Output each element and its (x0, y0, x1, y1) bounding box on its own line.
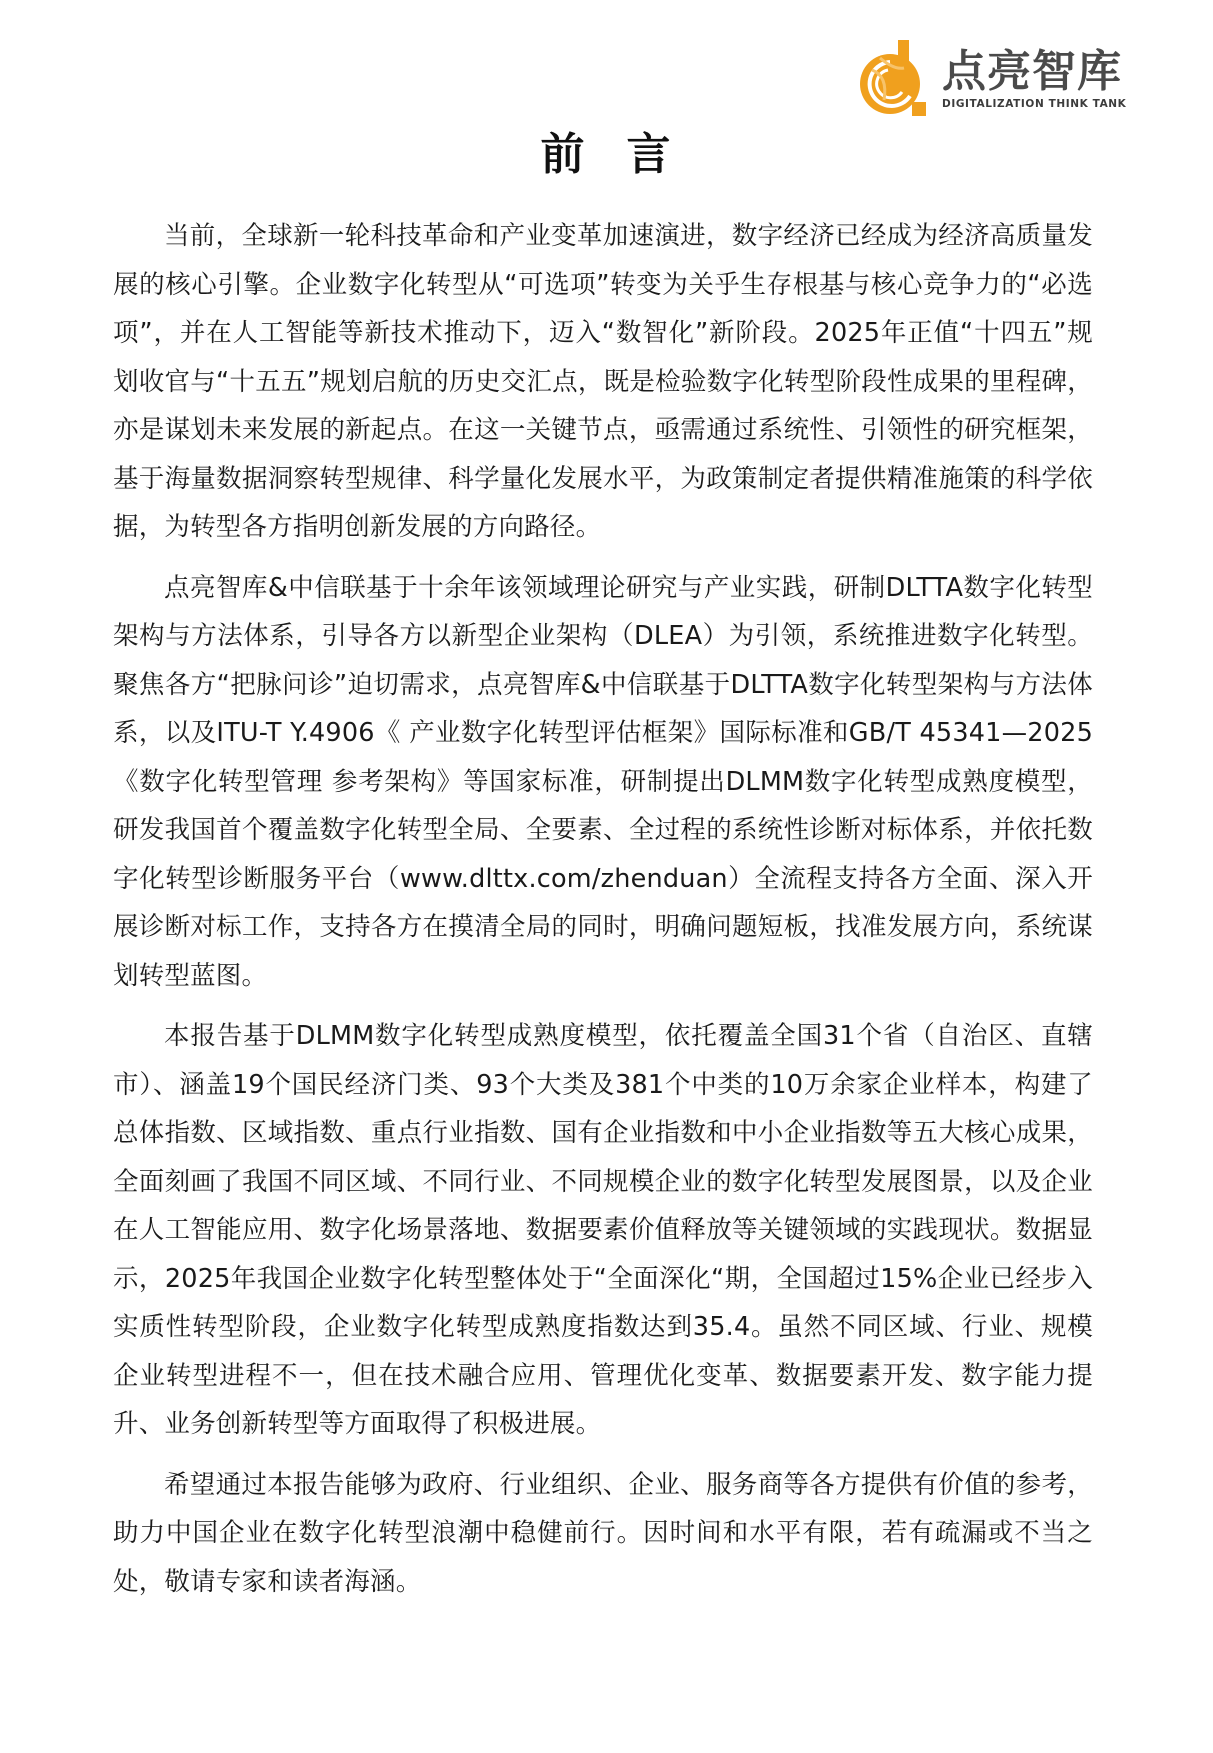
brand-logo (858, 40, 1126, 118)
title-char-1: 前 (540, 129, 587, 180)
paragraph-2: 点亮智库&中信联基于十余年该领域理论研究与产业实践，研制DLTTA数字化转型架构与方法体系，引导各方以新型企业架构（DLEA）为引领，系统推进数字化转型。聚焦各方“把脉问诊”迫切需求，点亮智库&中信联基于DLTTA数字化转型架构与方法体系，以及ITU-T Y.4906《 产业数字化转型评估框架》国际标准和GB/T 45341—2025《数字化转型管理 参考架构》等国家标准，研制提出DLMM数字化转型成熟度模型，研发我国首个覆盖数字化转型全局、全要素、全过程的系统性诊断对标体系，并依托数字化转型诊断服务平台（www.dlttx.com/zhenduan）全流程支持各方全面、深入开展诊断对标工作，支持各方在摸清全局的同时，明确问题短板，找准发展方向，系统谋划转型蓝图。 (113, 572, 1093, 991)
paragraph-3: 本报告基于DLMM数字化转型成熟度模型，依托覆盖全国31个省（自治区、直辖市）、涵盖19个国民经济门类、93个大类及381个中类的10万余家企业样本，构建了总体指数、区域指数、重点行业指数、国有企业指数和中小企业指数等五大核心成果，全面刻画了我国不同区域、不同行业、不同规模企业的数字化转型发展图景，以及企业在人工智能应用、数字化场景落地、数据要素价值释放等关键领域的实践现状。数据显示，2025年我国企业数字化转型整体处于“全面深化“期，全国超过15%企业已经步入实质性转型阶段，企业数字化转型成熟度指数达到35.4。虽然不同区域、行业、规模企业转型进程不一，但在技术融合应用、管理优化变革、数据要素开发、数字能力提升、业务创新转型等方面取得了积极进展。 (113, 1021, 1093, 1439)
title-char-2: 言 (626, 129, 673, 180)
paragraph-4: 希望通过本报告能够为政府、行业组织、企业、服务商等各方提供有价值的参考，助力中国企业在数字化转型浪潮中稳健前行。因时间和水平有限，若有疏漏或不当之处，敬请专家和读者海涵。 (113, 1469, 1093, 1597)
paragraph-1: 当前，全球新一轮科技革命和产业变革加速演进，数字经济已经成为经济高质量发展的核心引擎。企业数字化转型从“可选项”转变为关乎生存根基与核心竞争力的“必选项”，并在人工智能等新技术推动下，迈入“数智化”新阶段。2025年正值“十四五”规划收官与“十五五”规划启航的历史交汇点，既是检验数字化转型阶段性成果的里程碑，亦是谋划未来发展的新起点。在这一关键节点，亟需通过系统性、引领性的研究框架，基于海量数据洞察转型规律、科学量化发展水平，为政策制定者提供精准施策的科学依据，为转型各方指明创新发展的方向路径。 (113, 221, 1093, 542)
logo-mark-icon (858, 40, 930, 118)
page-title (0, 118, 1213, 182)
logo-name-en: DIGITALIZATION THINK TANK (942, 98, 1127, 110)
preface-body (113, 212, 1093, 1618)
logo-name-cn: 点亮智库 (942, 46, 1122, 97)
